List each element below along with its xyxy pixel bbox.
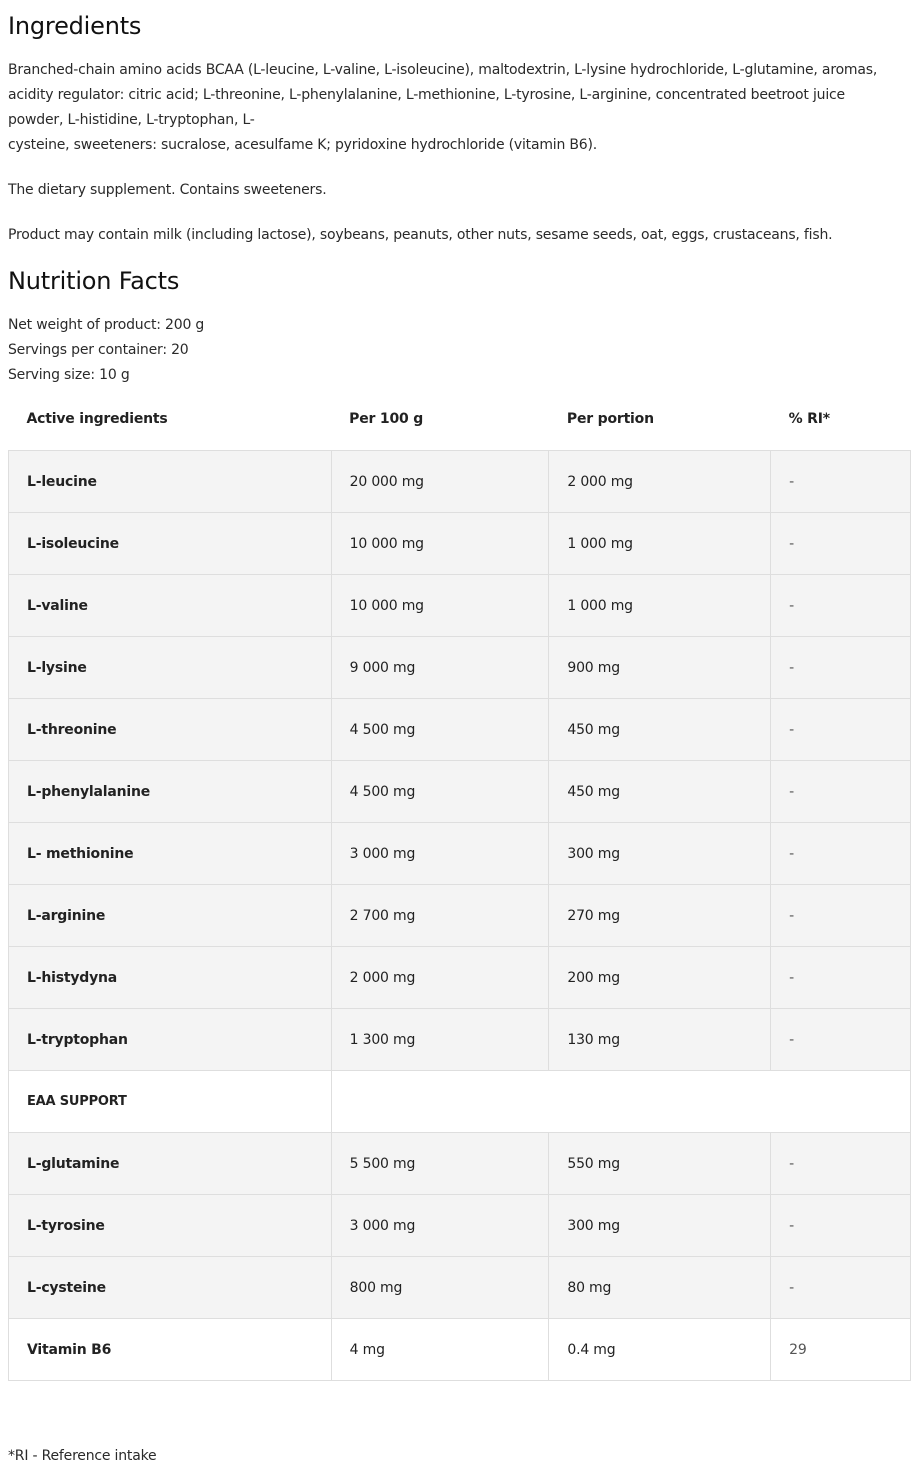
per-portion-value: 200 mg — [549, 947, 771, 1009]
per-portion-value: 450 mg — [549, 761, 771, 823]
ri-value: - — [771, 451, 911, 513]
table-row — [9, 699, 911, 761]
net-weight-text: Net weight of product: 200 g — [8, 317, 205, 333]
ingredient-name: L-valine — [9, 575, 332, 637]
ri-value: - — [771, 637, 911, 699]
per-portion-value: 450 mg — [549, 699, 771, 761]
ingredient-name: L-threonine — [9, 699, 332, 761]
ingredient-name: L-arginine — [9, 885, 332, 947]
table-row — [9, 823, 911, 885]
table-row — [9, 1195, 911, 1257]
product-facts — [8, 313, 204, 388]
table-header-row — [9, 388, 911, 451]
ingredients-text — [8, 58, 911, 158]
per-portion-value: 550 mg — [549, 1133, 771, 1195]
table-row — [9, 1009, 911, 1071]
ri-footnote: *RI - Reference intake — [8, 1448, 157, 1464]
ri-value: - — [771, 885, 911, 947]
header-ri: % RI* — [788, 411, 830, 427]
table-row — [9, 637, 911, 699]
ri-value: - — [771, 947, 911, 1009]
per-portion-value: 130 mg — [549, 1009, 771, 1071]
ri-value: - — [771, 1009, 911, 1071]
ri-value: - — [771, 1195, 911, 1257]
section-row — [9, 1071, 911, 1133]
ingredient-name: L-glutamine — [9, 1133, 332, 1195]
ingredient-name: L-isoleucine — [9, 513, 332, 575]
ri-value: - — [771, 1133, 911, 1195]
eaa-support-label: EAA SUPPORT — [9, 1071, 332, 1133]
ingredients-line: cysteine, sweeteners: sucralose, acesulfame K; pyridoxine hydrochloride (vitamin B6). — [8, 137, 598, 153]
table-row — [9, 451, 911, 513]
ri-value: - — [771, 1257, 911, 1319]
header-active-ingredients: Active ingredients — [26, 411, 168, 427]
per-100g-value: 10 000 mg — [331, 575, 549, 637]
per-100g-value: 3 000 mg — [331, 1195, 549, 1257]
ri-value: - — [771, 513, 911, 575]
table-row — [9, 947, 911, 1009]
table-row — [9, 1257, 911, 1319]
per-100g-value: 2 000 mg — [331, 947, 549, 1009]
per-100g-value: 4 500 mg — [331, 761, 549, 823]
table-row — [9, 575, 911, 637]
per-100g-value: 4 mg — [331, 1319, 549, 1381]
per-portion-value: 1 000 mg — [549, 575, 771, 637]
ingredients-heading: Ingredients — [8, 12, 142, 40]
per-portion-value: 1 000 mg — [549, 513, 771, 575]
per-portion-value: 0.4 mg — [549, 1319, 771, 1381]
per-portion-value: 270 mg — [549, 885, 771, 947]
ingredient-name: Vitamin B6 — [9, 1319, 332, 1381]
ri-value: - — [771, 699, 911, 761]
header-per-portion: Per portion — [566, 411, 654, 427]
ingredient-name: L-leucine — [9, 451, 332, 513]
ri-value: - — [771, 761, 911, 823]
dietary-note: The dietary supplement. Contains sweeteners. — [8, 182, 327, 198]
ingredient-name: L-cysteine — [9, 1257, 332, 1319]
ri-value: - — [771, 575, 911, 637]
ri-value: - — [771, 823, 911, 885]
per-100g-value: 3 000 mg — [331, 823, 549, 885]
per-100g-value: 4 500 mg — [331, 699, 549, 761]
nutrition-table — [8, 388, 911, 1381]
servings-text: Servings per container: 20 — [8, 342, 189, 358]
section-row-empty — [331, 1071, 910, 1133]
ingredient-name: L-lysine — [9, 637, 332, 699]
allergen-note: Product may contain milk (including lactose), soybeans, peanuts, other nuts, sesame seeds, oat, eggs, crustaceans, fish. — [8, 227, 833, 243]
header-per-100g: Per 100 g — [349, 411, 424, 427]
per-100g-value: 2 700 mg — [331, 885, 549, 947]
per-portion-value: 80 mg — [549, 1257, 771, 1319]
per-100g-value: 9 000 mg — [331, 637, 549, 699]
ingredient-name: L- methionine — [9, 823, 332, 885]
nutrition-heading: Nutrition Facts — [8, 267, 180, 295]
per-100g-value: 10 000 mg — [331, 513, 549, 575]
ingredient-name: L-phenylalanine — [9, 761, 332, 823]
per-100g-value: 20 000 mg — [331, 451, 549, 513]
table-row — [9, 761, 911, 823]
table-row — [9, 1133, 911, 1195]
ingredient-name: L-tyrosine — [9, 1195, 332, 1257]
per-100g-value: 800 mg — [331, 1257, 549, 1319]
per-portion-value: 300 mg — [549, 1195, 771, 1257]
ri-value: 29 — [771, 1319, 911, 1381]
ingredients-line: powder, L-histidine, L-tryptophan, L- — [8, 112, 255, 128]
ingredient-name: L-tryptophan — [9, 1009, 332, 1071]
per-portion-value: 2 000 mg — [549, 451, 771, 513]
per-portion-value: 900 mg — [549, 637, 771, 699]
per-100g-value: 1 300 mg — [331, 1009, 549, 1071]
per-100g-value: 5 500 mg — [331, 1133, 549, 1195]
table-row — [9, 513, 911, 575]
ingredients-line: acidity regulator: citric acid; L-threonine, L-phenylalanine, L-methionine, L-tyrosine, L-arginine, concentrated beetroot juice — [8, 87, 845, 103]
per-portion-value: 300 mg — [549, 823, 771, 885]
table-row — [9, 1319, 911, 1381]
serving-size-text: Serving size: 10 g — [8, 367, 130, 383]
ingredient-name: L-histydyna — [9, 947, 332, 1009]
table-row — [9, 885, 911, 947]
ingredients-line: Branched-chain amino acids BCAA (L-leucine, L-valine, L-isoleucine), maltodextrin, L-lysine hydrochloride, L-glutamine, aromas, — [8, 62, 878, 78]
